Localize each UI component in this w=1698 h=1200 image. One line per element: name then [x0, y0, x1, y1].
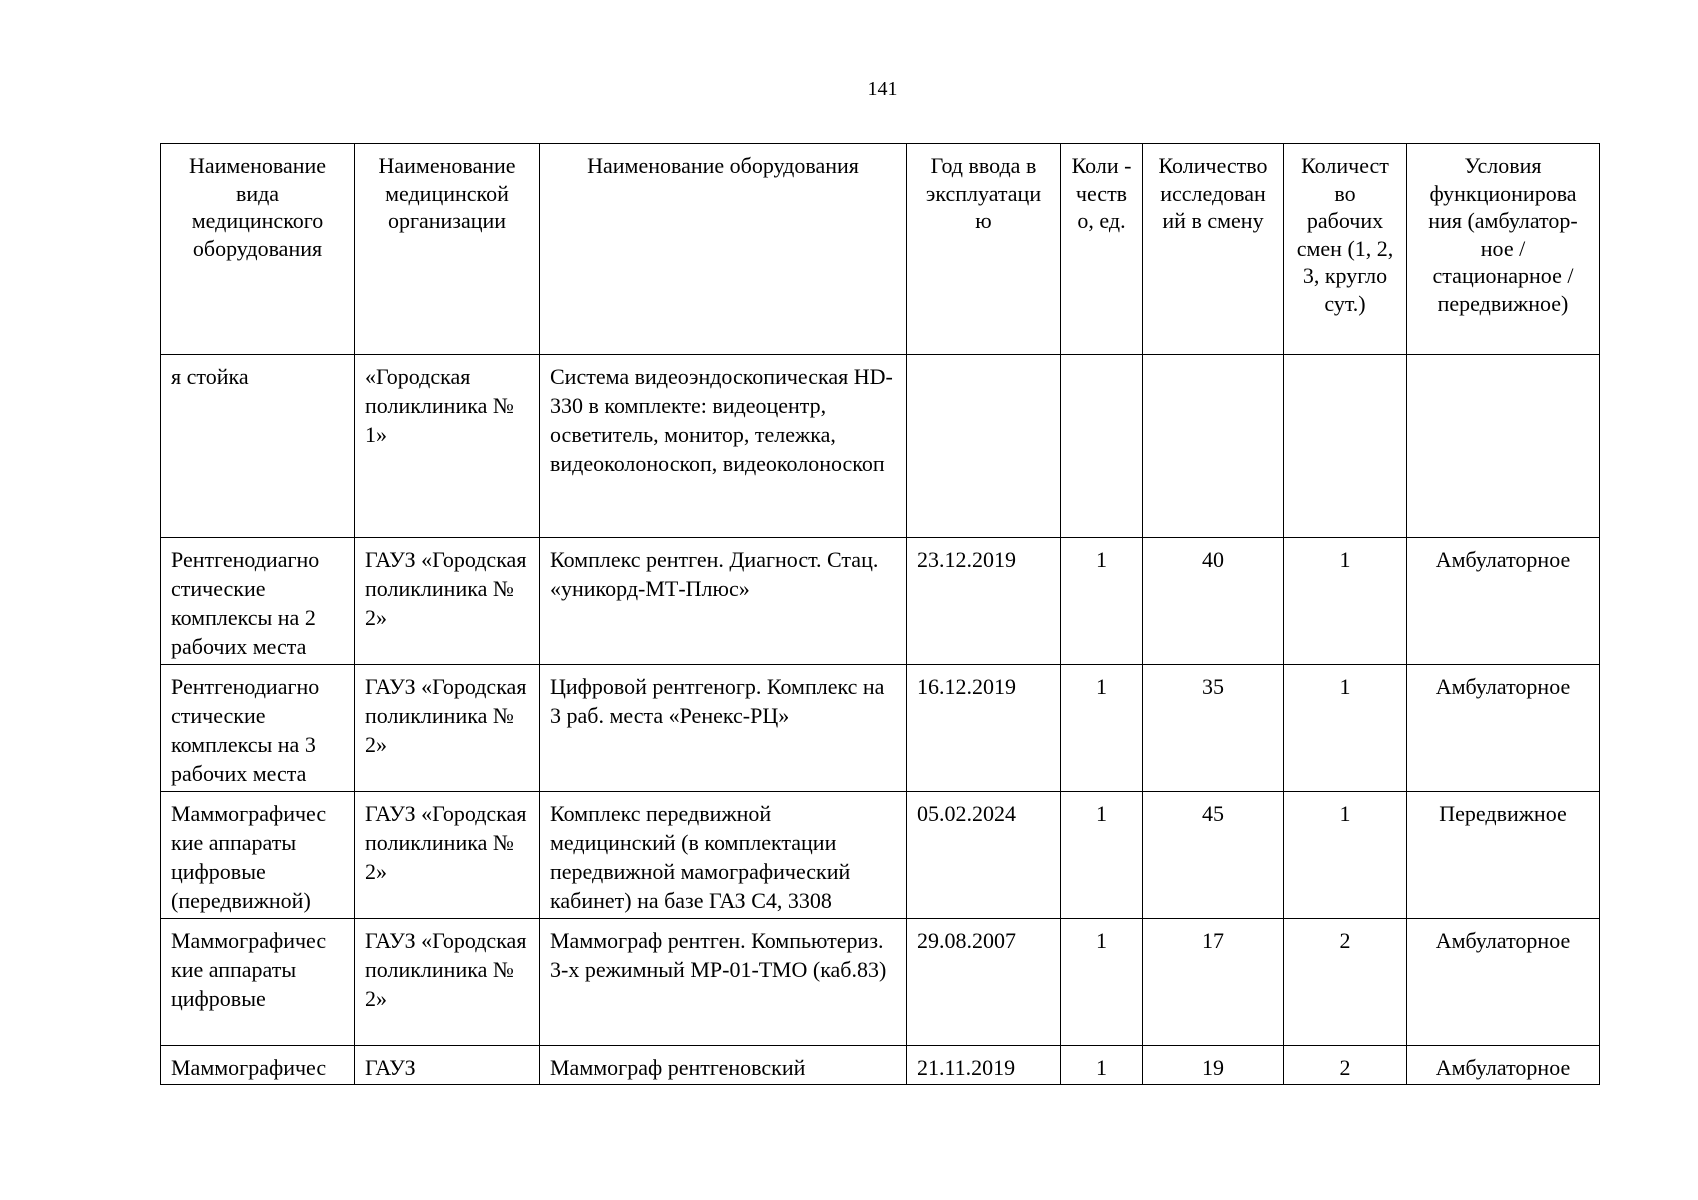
cell-shift-count: 2	[1284, 919, 1407, 1046]
cell-commission-year: 05.02.2024	[907, 792, 1061, 919]
cell-equipment-type: Маммографичес кие аппараты цифровые	[161, 919, 355, 1046]
table-row	[161, 919, 1600, 1046]
cell-operating-conditions: Амбулаторное	[1407, 538, 1600, 665]
cell-quantity	[1061, 355, 1143, 538]
cell-quantity: 1	[1061, 665, 1143, 792]
cell-organization: ГАУЗ «Городская поликлиника № 2»	[355, 665, 540, 792]
cell-studies-per-shift	[1143, 355, 1284, 538]
cell-quantity: 1	[1061, 792, 1143, 919]
cell-equipment-name: Комплекс передвижной медицинский (в комплектации передвижной мамографический кабинет) на базе ГАЗ С4, 3308	[540, 792, 907, 919]
cell-equipment-name: Цифровой рентгеногр. Комплекс на 3 раб. места «Ренекс-РЦ»	[540, 665, 907, 792]
cell-equipment-name: Комплекс рентген. Диагност. Стац. «уникорд-МТ-Плюс»	[540, 538, 907, 665]
header-shift-count: Количест во рабочих смен (1, 2, 3, кругло сут.)	[1284, 144, 1407, 355]
cell-operating-conditions	[1407, 355, 1600, 538]
table-row	[161, 1046, 1600, 1085]
cell-shift-count	[1284, 355, 1407, 538]
table-row	[161, 665, 1600, 792]
cell-studies-per-shift: 45	[1143, 792, 1284, 919]
header-studies-per-shift: Количество исследован ий в смену	[1143, 144, 1284, 355]
cell-operating-conditions: Амбулаторное	[1407, 665, 1600, 792]
cell-shift-count: 1	[1284, 792, 1407, 919]
table-row	[161, 538, 1600, 665]
cell-operating-conditions: Передвижное	[1407, 792, 1600, 919]
header-commission-year: Год ввода в эксплуатаци ю	[907, 144, 1061, 355]
page-number: 141	[867, 78, 898, 100]
cell-organization: ГАУЗ	[355, 1046, 540, 1085]
table-row	[161, 355, 1600, 538]
cell-operating-conditions: Амбулаторное	[1407, 1046, 1600, 1085]
cell-equipment-type: Маммографичес кие аппараты цифровые (передвижной)	[161, 792, 355, 919]
header-quantity: Коли - честв о, ед.	[1061, 144, 1143, 355]
cell-quantity: 1	[1061, 1046, 1143, 1085]
cell-commission-year: 29.08.2007	[907, 919, 1061, 1046]
header-organization: Наименование медицинской организации	[355, 144, 540, 355]
cell-organization: ГАУЗ «Городская поликлиника № 2»	[355, 792, 540, 919]
cell-studies-per-shift: 40	[1143, 538, 1284, 665]
header-operating-conditions: Условия функционирова ния (амбулатор- ное / стационарное / передвижное)	[1407, 144, 1600, 355]
equipment-table	[160, 143, 1600, 1085]
cell-organization: «Городская поликлиника № 1»	[355, 355, 540, 538]
cell-equipment-type: Маммографичес	[161, 1046, 355, 1085]
cell-shift-count: 1	[1284, 538, 1407, 665]
cell-quantity: 1	[1061, 538, 1143, 665]
cell-equipment-name: Маммограф рентген. Компьютериз. 3-х режимный МР-01-ТМО (каб.83)	[540, 919, 907, 1046]
cell-quantity: 1	[1061, 919, 1143, 1046]
table-header-row	[161, 144, 1600, 355]
cell-commission-year: 16.12.2019	[907, 665, 1061, 792]
cell-commission-year: 23.12.2019	[907, 538, 1061, 665]
cell-organization: ГАУЗ «Городская поликлиника № 2»	[355, 919, 540, 1046]
cell-commission-year	[907, 355, 1061, 538]
cell-studies-per-shift: 17	[1143, 919, 1284, 1046]
cell-equipment-type: Рентгенодиагно стические комплексы на 2 рабочих места	[161, 538, 355, 665]
cell-studies-per-shift: 19	[1143, 1046, 1284, 1085]
cell-shift-count: 1	[1284, 665, 1407, 792]
cell-equipment-type: Рентгенодиагно стические комплексы на 3 рабочих места	[161, 665, 355, 792]
header-equipment-name: Наименование оборудования	[540, 144, 907, 355]
table-row	[161, 792, 1600, 919]
header-equipment-type: Наименование вида медицинского оборудования	[161, 144, 355, 355]
cell-shift-count: 2	[1284, 1046, 1407, 1085]
cell-operating-conditions: Амбулаторное	[1407, 919, 1600, 1046]
cell-equipment-name: Система видеоэндоскопическая HD-330 в комплекте: видеоцентр, осветитель, монитор, тележка, видеоколоноскоп, видеоколоноскоп	[540, 355, 907, 538]
cell-organization: ГАУЗ «Городская поликлиника № 2»	[355, 538, 540, 665]
cell-studies-per-shift: 35	[1143, 665, 1284, 792]
cell-equipment-type: я стойка	[161, 355, 355, 538]
cell-equipment-name: Маммограф рентгеновский	[540, 1046, 907, 1085]
cell-commission-year: 21.11.2019	[907, 1046, 1061, 1085]
